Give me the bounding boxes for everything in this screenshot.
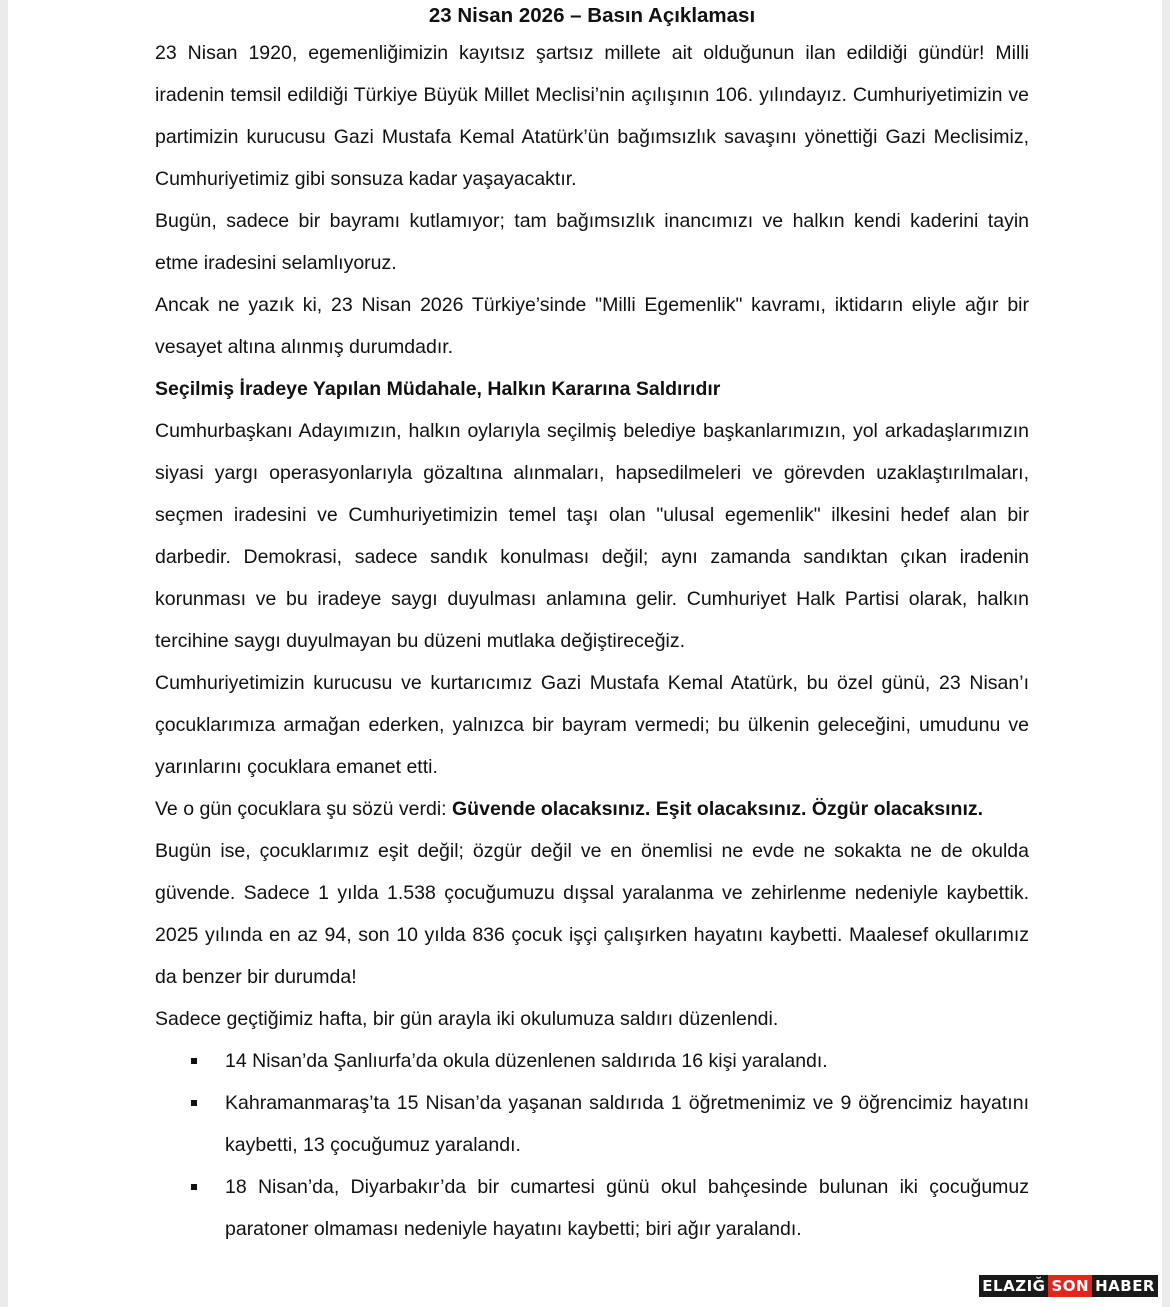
- list-item-text: 14 Nisan’da Şanlıurfa’da okula düzenlenen saldırıda 16 kişi yaralandı.: [225, 1050, 828, 1072]
- paragraph-celebration: Bugün, sadece bir bayramı kutlamıyor; tam bağımsızlık inancımızı ve halkın kendi kaderini tayin etme iradesini selamlıyoruz.: [155, 210, 1029, 274]
- paragraph-intervention: Cumhurbaşkanı Adayımızın, halkın oylarıyla seçilmiş belediye başkanlarımızın, yol arkadaşlarımızın siyasi yargı operasyonlarıyla gözaltına alınmaları, hapsedilmeleri ve görevden uzaklaştırılmaları, seçmen iradesini ve Cumhuriyetimizin temel taşı olan "ulusal egemenlik" ilkesini hedef alan bir darbedir. Demokrasi, sadece sandık konulması değil; aynı zamanda sandıktan çıkan iradenin korunması ve bu iradeye saygı duyulması anlamına gelir. Cumhuriyet Halk Partisi olarak, halkın tercihine saygı duyulmayan bu düzeni mutlaka değiştireceğiz.: [155, 420, 1029, 652]
- promise-quote: Güvende olacaksınız. Eşit olacaksınız. Özgür olacaksınız.: [452, 798, 984, 820]
- watermark-part-haber: HABER: [1092, 1275, 1158, 1297]
- paragraph-attacks-intro: Sadece geçtiğimiz hafta, bir gün arayla iki okulumuza saldırı düzenlendi.: [155, 1008, 779, 1030]
- paragraph-promise: [155, 788, 1029, 830]
- bullet-square-icon: [191, 1100, 197, 1106]
- attack-list: [155, 1040, 1029, 1250]
- promise-intro: Ve o gün çocuklara şu sözü verdi:: [155, 798, 453, 820]
- paragraph-children-stats: Bugün ise, çocuklarımız eşit değil; özgür değil ve en önemlisi ne evde ne sokakta ne de okulda güvende. Sadece 1 yılda 1.538 çocuğumuzu dışsal yaralanma ve zehirlenme nedeniyle kaybettik. 2025 yılında en az 94, son 10 yılda 836 çocuk işçi çalışırken hayatını kaybetti. Maalesef okullarımız da benzer bir durumda!: [155, 840, 1029, 988]
- document-title: 23 Nisan 2026 – Basın Açıklaması: [428, 4, 756, 27]
- document-page: [8, 0, 1162, 1307]
- list-item-text: Kahramanmaraş’ta 15 Nisan’da yaşanan saldırıda 1 öğretmenimiz ve 9 öğrencimiz hayatını kaybetti, 13 çocuğumuz yaralandı.: [225, 1092, 1029, 1156]
- list-item: [155, 1040, 1029, 1082]
- bullet-square-icon: [191, 1184, 197, 1190]
- document-body: [155, 0, 1029, 1250]
- bullet-square-icon: [191, 1058, 197, 1064]
- paragraph-ataturk-gift: Cumhuriyetimizin kurucusu ve kurtarıcımız Gazi Mustafa Kemal Atatürk, bu özel günü, 23 Nisan’ı çocuklarımıza armağan ederken, yalnızca bir bayram vermedi; bu ülkenin geleceğini, umudunu ve yarınlarını çocuklara emanet etti.: [155, 672, 1029, 778]
- watermark-logo: [979, 1275, 1158, 1297]
- paragraph-intro: 23 Nisan 1920, egemenliğimizin kayıtsız şartsız millete ait olduğunun ilan edildiği gündür! Milli iradenin temsil edildiği Türkiye Büyük Millet Meclisi’nin açılışının 106. yılındayız. Cumhuriyetimizin ve partimizin kurucusu Gazi Mustafa Kemal Atatürk’ün bağımsızlık savaşını yönettiği Gazi Meclisimiz, Cumhuriyetimiz gibi sonsuza kadar yaşayacaktır.: [155, 42, 1029, 190]
- list-item: [155, 1166, 1029, 1250]
- section-heading: Seçilmiş İradeye Yapılan Müdahale, Halkın Kararına Saldırıdır: [155, 378, 721, 400]
- paragraph-sovereignty: Ancak ne yazık ki, 23 Nisan 2026 Türkiye’sinde "Milli Egemenlik" kavramı, iktidarın eliyle ağır bir vesayet altına alınmış durumdadır.: [155, 294, 1029, 358]
- list-item-text: 18 Nisan’da, Diyarbakır’da bir cumartesi günü okul bahçesinde bulunan iki çocuğumuz paratoner olmaması nedeniyle hayatını kaybetti; biri ağır yaralandı.: [225, 1176, 1029, 1240]
- watermark-part-elazig: ELAZIĞ: [979, 1275, 1048, 1297]
- watermark-part-son: SON: [1048, 1275, 1092, 1297]
- list-item: [155, 1082, 1029, 1166]
